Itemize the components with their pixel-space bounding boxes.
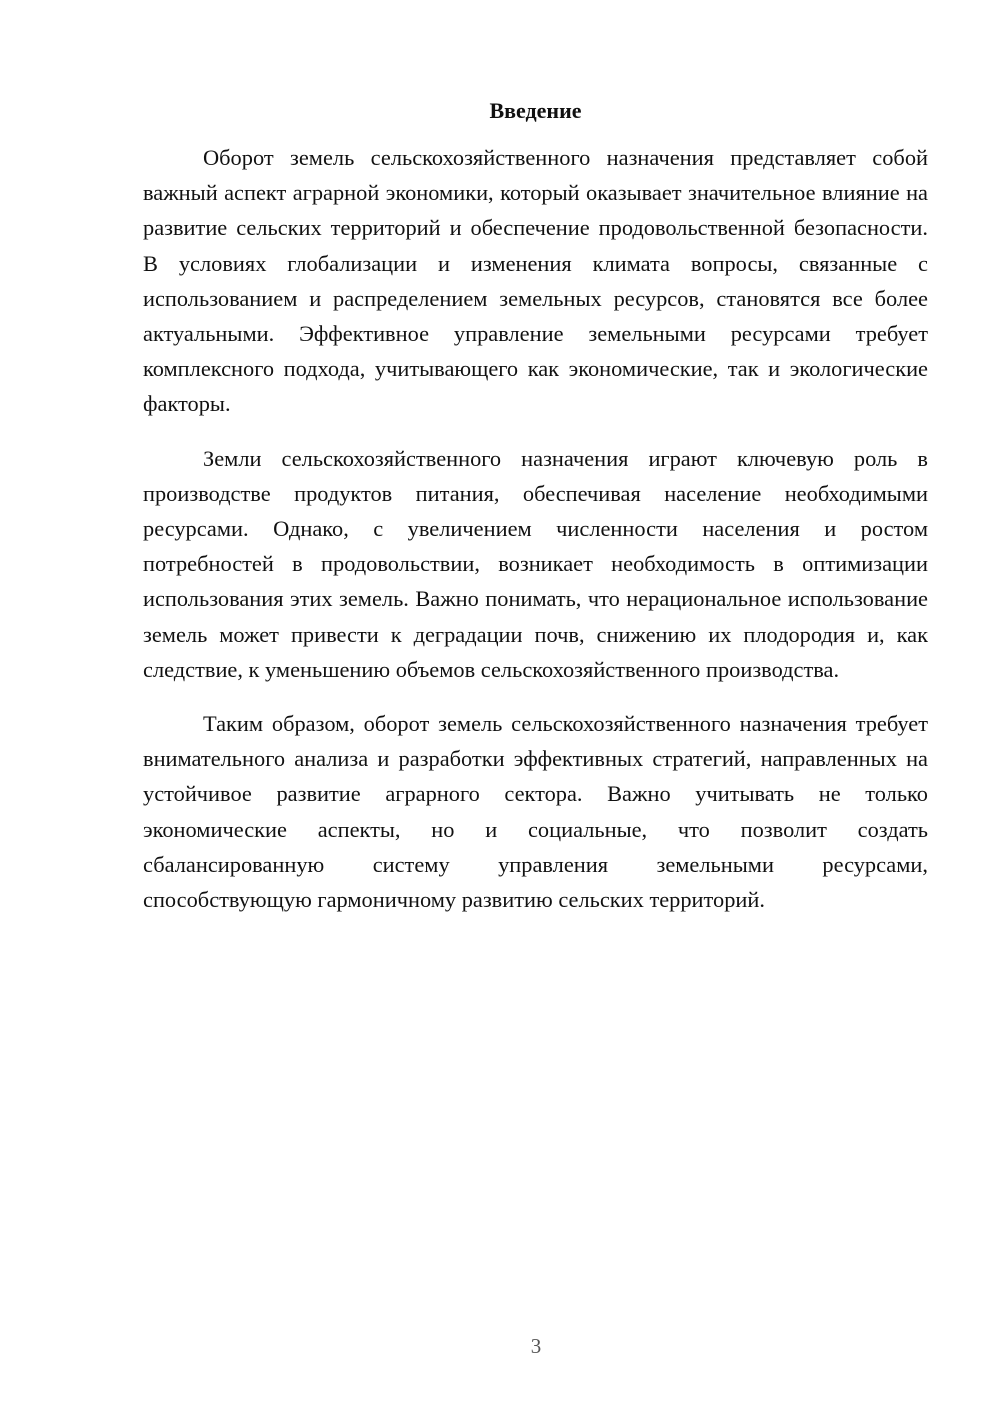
page-content xyxy=(143,96,928,917)
paragraph-3: Таким образом, оборот земель сельскохозяйственного назначения требует внимательного анализа и разработки эффективных стратегий, направленных на устойчивое развитие аграрного сектора. Важно учитывать не только экономические аспекты, но и социальные, что позволит создать сбалансированную систему управления земельными ресурсами, способствующую гармоничному развитию сельских территорий. xyxy=(143,711,928,913)
paragraph-2: Земли сельскохозяйственного назначения играют ключевую роль в производстве продуктов питания, обеспечивая население необходимыми ресурсами. Однако, с увеличением численности населения и ростом потребностей в продовольствии, возникает необходимость в оптимизации использования этих земель. Важно понимать, что нерациональное использование земель может привести к деградации почв, снижению их плодородия и, как следствие, к уменьшению объемов сельскохозяйственного производства. xyxy=(143,445,928,682)
page-number: 3 xyxy=(530,1334,542,1358)
paragraph-1: Оборот земель сельскохозяйственного назначения представляет собой важный аспект аграрной экономики, который оказывает значительное влияние на развитие сельских территорий и обеспечение продовольственной безопасности. В условиях глобализации и изменения климата вопросы, связанные с использованием и распределением земельных ресурсов, становятся все более актуальными. Эффективное управление земельными ресурсами требует комплексного подхода, учитывающего как экономические, так и экологические факторы. xyxy=(143,145,928,417)
section-title: Введение xyxy=(489,98,582,123)
